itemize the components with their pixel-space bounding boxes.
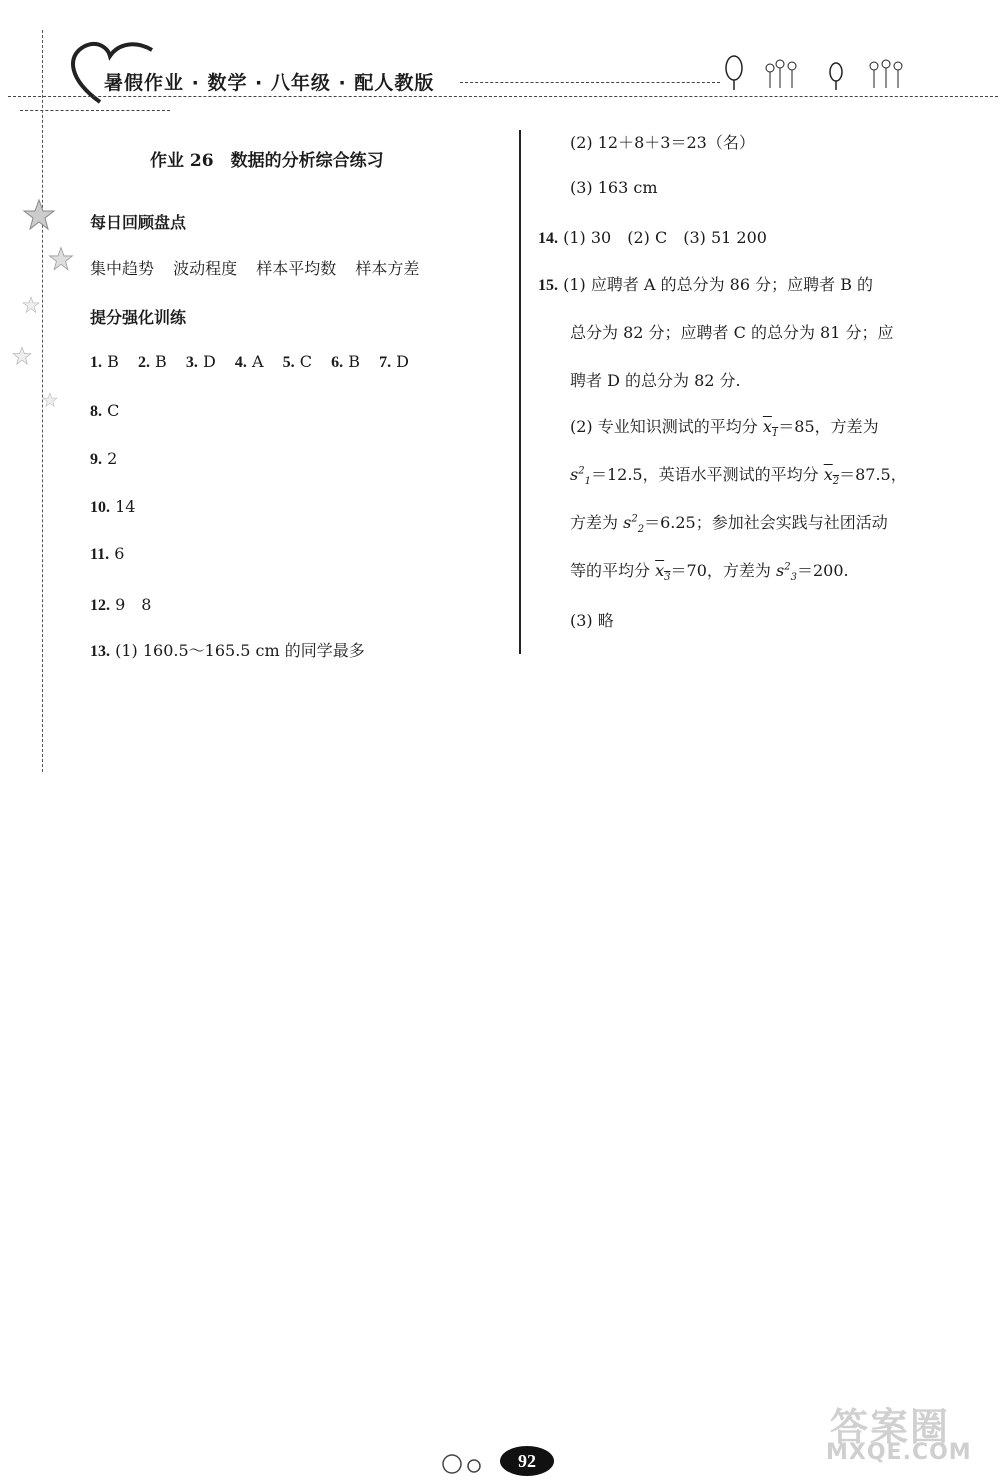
text-segment: ＝200.	[796, 561, 849, 580]
watermark: 答案圈	[830, 1405, 951, 1449]
answer-11	[90, 544, 124, 564]
text-segment: ＝12.5，英语水平测试的平均分	[590, 465, 819, 484]
answer-10	[90, 497, 135, 517]
mc-answer-row	[90, 352, 409, 372]
text-segment: ＝85，方差为	[778, 417, 879, 436]
q-number: 11.	[90, 546, 110, 563]
answer-15-2-line2	[570, 462, 907, 487]
q-number: 5.	[282, 354, 295, 371]
term: 样本平均数	[256, 259, 337, 278]
q-answer: C	[299, 352, 313, 371]
q-number: 4.	[234, 354, 247, 371]
q-number: 12.	[90, 597, 110, 614]
star-icon	[42, 392, 58, 408]
answer-15-2-line4	[570, 558, 849, 583]
q-answer: B	[107, 352, 119, 371]
q-answer: 9 8	[115, 595, 152, 614]
answer-15-line1	[538, 272, 873, 295]
q-answer: D	[396, 352, 409, 371]
q-answer: 2	[107, 449, 118, 468]
text-segment: ＝87.5，	[839, 465, 907, 484]
tree-flower-decoration	[720, 52, 920, 92]
q-answer: 6	[114, 544, 125, 563]
q-answer: 14	[115, 497, 136, 516]
term: 波动程度	[173, 259, 238, 278]
answer-13-3: (3) 163 cm	[570, 178, 658, 197]
text-segment: ＝6.25；参加社会实践与社团活动	[644, 513, 888, 532]
answer-15-line2: 总分为 82 分；应聘者 C 的总分为 81 分；应	[570, 323, 894, 342]
q-answer: (1) 160.5～165.5 cm 的同学最多	[115, 641, 365, 660]
footer-circles-decoration	[440, 1452, 500, 1476]
text-segment: 方差为	[570, 513, 619, 532]
text-segment: ＝70，方差为	[670, 561, 771, 580]
star-icon	[48, 246, 74, 272]
mean-symbol: $x_1$	[762, 417, 779, 440]
header-underline	[8, 96, 998, 97]
review-heading: 每日回顾盘点	[90, 213, 187, 232]
q-number: 7.	[379, 354, 392, 371]
variance-symbol: $s^2_2$	[623, 513, 645, 536]
star-icon	[12, 346, 32, 366]
training-heading: 提分强化训练	[90, 308, 187, 327]
mean-symbol: $x_2$	[823, 465, 840, 488]
q-number: 6.	[331, 354, 344, 371]
variance-symbol: $s^2_3$	[775, 561, 797, 584]
section-title: 作业 26 数据的分析综合练习	[150, 151, 384, 171]
term: 样本方差	[355, 259, 420, 278]
q-answer: B	[155, 352, 167, 371]
q-answer: D	[203, 352, 216, 371]
q-answer: C	[107, 401, 120, 420]
q-number: 13.	[90, 643, 110, 660]
q-number: 9.	[90, 451, 102, 468]
column-divider	[519, 130, 521, 654]
q-answer: A	[252, 352, 264, 371]
q-number: 2.	[137, 354, 150, 371]
q-number: 15.	[538, 277, 558, 294]
q-answer: (1) 30 (2) C (3) 51 200	[563, 228, 767, 247]
answer-15-2-line1	[570, 414, 879, 439]
watermark-url: MXQE.COM	[826, 1440, 972, 1465]
answer-9	[90, 449, 117, 469]
header-dotted-line	[460, 82, 720, 83]
term: 集中趋势	[90, 259, 155, 278]
page-number: 92	[500, 1446, 554, 1476]
answer-14	[538, 225, 767, 248]
answer-15-3: (3) 略	[570, 611, 614, 630]
q-number: 14.	[538, 230, 558, 247]
answer-13	[90, 638, 365, 661]
answer-13-2: (2) 12＋8＋3＝23（名）	[570, 133, 755, 152]
mean-symbol: $x_3$	[655, 561, 671, 584]
star-icon	[22, 198, 56, 232]
review-terms	[90, 256, 419, 279]
text-segment: 等的平均分	[570, 561, 651, 580]
variance-symbol: $s^2_1$	[570, 465, 591, 488]
q-number: 1.	[90, 354, 102, 371]
q-number: 10.	[90, 499, 110, 516]
q-answer: B	[348, 352, 360, 371]
answer-15-line3: 聘者 D 的总分为 82 分.	[570, 371, 741, 390]
q-answer: (1) 应聘者 A 的总分为 86 分；应聘者 B 的	[563, 275, 874, 294]
text-segment: (2) 专业知识测试的平均分	[570, 417, 758, 436]
header-title: 暑假作业 · 数学 · 八年级 · 配人教版	[104, 72, 435, 94]
answer-12	[90, 592, 151, 615]
q-number: 3.	[185, 354, 198, 371]
q-number: 8.	[90, 403, 102, 420]
answer-15-2-line3	[570, 510, 888, 535]
star-icon	[22, 296, 40, 314]
answer-8	[90, 401, 119, 421]
